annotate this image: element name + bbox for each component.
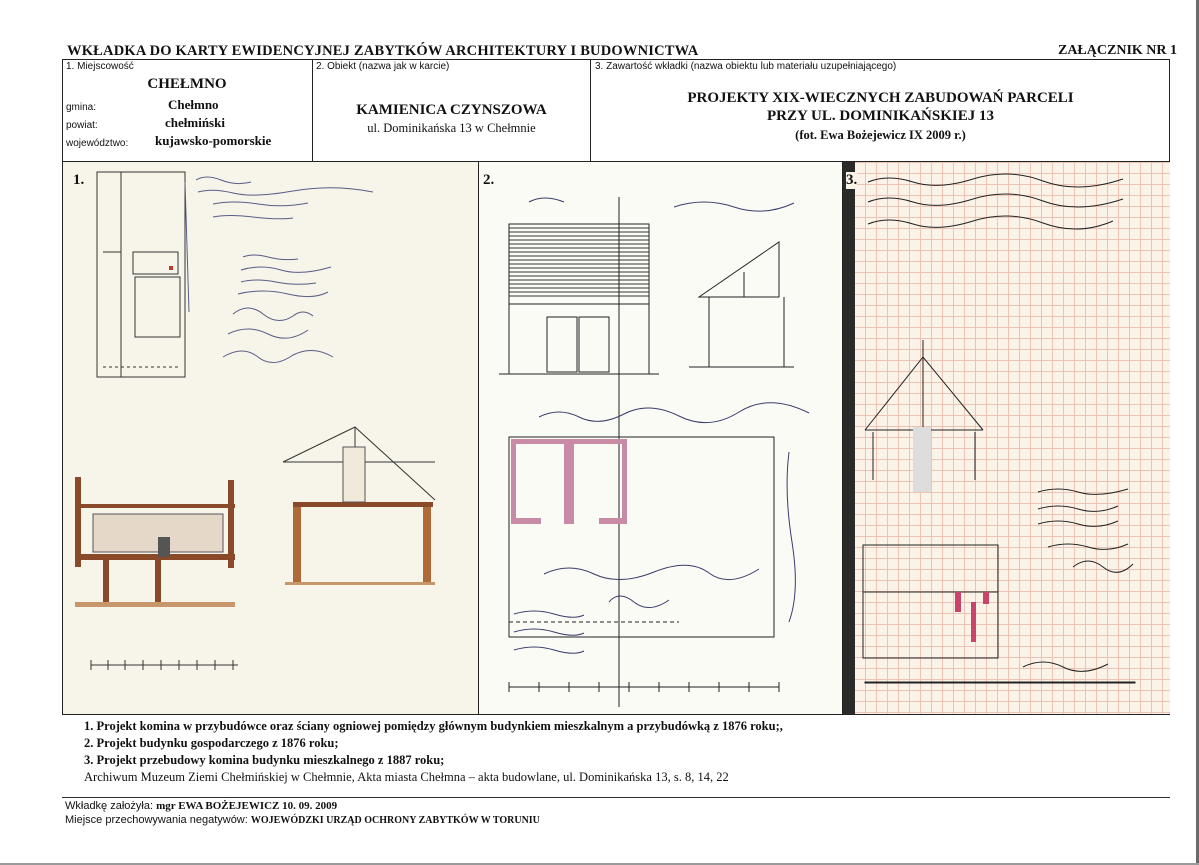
author-label: Wkładkę założyła: [65, 800, 154, 812]
historic-drawing-3 [843, 162, 1170, 714]
gmina-value: Chełmno [168, 97, 219, 112]
caption-source: Archiwum Muzeum Ziemi Chełmińskiej w Chełmnie, Akta miasta Chełmna – akta budowlane, ul. Dominikańska 13, s. 8, 14, 22 [84, 770, 729, 784]
gmina-label: gmina: [66, 102, 97, 113]
drawing-panel-3 [843, 162, 1170, 714]
voivodeship-label: województwo: [66, 138, 129, 149]
field-3-caption: 3. Zawartość wkładki (nazwa obiektu lub materiału uzupełniającego) [595, 61, 897, 72]
content-title-line2: PRZY UL. DOMINIKAŃSKIEJ 13 [767, 108, 994, 124]
figure-captions [84, 718, 783, 786]
storage-label: Miejsce przechowywania negatywów: [65, 814, 248, 826]
historic-drawing-2 [479, 162, 842, 714]
photo-edge [843, 162, 858, 714]
divider [62, 797, 1170, 798]
field-1-caption: 1. Miejscowość [66, 61, 134, 72]
attachment-number: ZAŁĄCZNIK NR 1 [1057, 43, 1177, 58]
caption-1: 1. Projekt komina w przybudówce oraz ściany ogniowej pomiędzy głównym budynkiem mieszkalnym a przybudówką z 1876 roku;, [84, 719, 783, 733]
panel-3-number: 3. [846, 172, 858, 188]
caption-3: 3. Projekt przebudowy komina budynku mieszkalnego z 1887 roku; [84, 753, 445, 767]
caption-2: 2. Projekt budynku gospodarczego z 1876 roku; [84, 736, 339, 750]
storage-value: WOJEWÓDZKI URZĄD OCHRONY ZABYTKÓW W TORUNIU [250, 815, 540, 826]
field-2-caption: 2. Obiekt (nazwa jak w karcie) [316, 61, 450, 72]
voivodeship-value: kujawsko-pomorskie [155, 133, 272, 148]
content-title-line1: PROJEKTY XIX-WIECZNYCH ZABUDOWAŃ PARCELI [687, 90, 1074, 106]
footer-author [65, 800, 337, 812]
powiat-label: powiat: [66, 120, 98, 131]
author-value: mgr EWA BOŻEJEWICZ 10. 09. 2009 [156, 800, 338, 812]
content-title-line3: (fot. Ewa Bożejewicz IX 2009 r.) [795, 128, 966, 142]
document-title: WKŁADKA DO KARTY EWIDENCYJNEJ ZABYTKÓW ARCHITEKTURY I BUDOWNICTWA [67, 43, 699, 59]
drawing-panel-1 [63, 162, 478, 714]
object-address: ul. Dominikańska 13 w Chełmnie [367, 121, 536, 135]
drawing-panel-2 [479, 162, 842, 714]
panel-2-number: 2. [483, 172, 495, 188]
powiat-value: chełmiński [165, 115, 225, 130]
footer-storage [65, 814, 540, 826]
object-name: KAMIENICA CZYNSZOWA [356, 102, 547, 118]
historic-drawing-1 [63, 162, 478, 714]
town-name: CHEŁMNO [147, 76, 227, 92]
panel-1-number: 1. [73, 172, 85, 188]
